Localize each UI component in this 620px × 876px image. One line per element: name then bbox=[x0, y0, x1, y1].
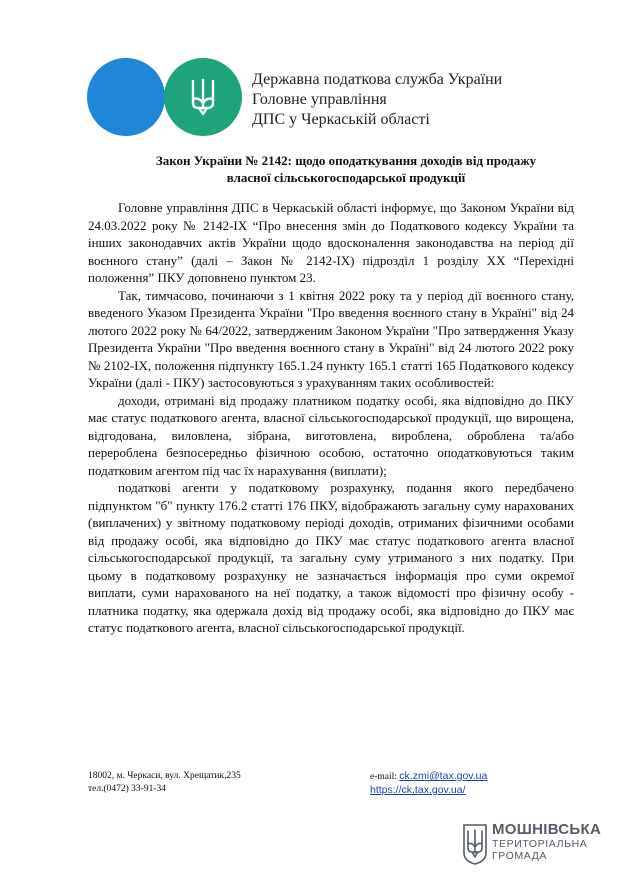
dps-logo-blue-circle bbox=[87, 58, 165, 136]
agency-name bbox=[252, 70, 502, 130]
body-paragraph: доходи, отримані від продажу платником податку особі, яка відповідно до ПКУ має статус податкового агента, власної сільськогосподарської продукції, що вирощена, відгодована, виловлена, зібрана, виготовлена, вироблена, оброблена та/або перероблена безпосередньо фізичною особою, остаточно оподатковуються таким податковим агентом під час їх нарахування (виплати); bbox=[88, 392, 574, 478]
hromada-subtitle: ТЕРИТОРІАЛЬНА bbox=[492, 838, 588, 850]
hromada-branding bbox=[492, 822, 601, 862]
hromada-subtitle: ГРОМАДА bbox=[492, 850, 548, 862]
agency-line: Головне управління bbox=[252, 91, 387, 108]
footer-phone: тел.(0472) 33-91-34 bbox=[88, 784, 167, 794]
body-paragraph: Головне управління ДПС в Черкаській області інформує, що Законом України від 24.03.2022 року № 2142-IX “Про внесення змін до Податкового кодексу України та інших законодавчих актів України щодо вдосконалення законодавства на період дії воєнного стану” (далі – Закон № 2142-IX) підрозділ 1 розділу XX “Перехідні положення” ПКУ доповнено пунктом 23. bbox=[88, 200, 574, 285]
document-body bbox=[88, 199, 574, 637]
dps-logo-green-circle bbox=[164, 58, 242, 136]
document-title bbox=[96, 152, 596, 186]
hromada-name: МОШНІВСЬКА bbox=[492, 821, 602, 838]
footer-website-row bbox=[370, 784, 487, 798]
email-link[interactable]: ck.zmi@tax.gov.ua bbox=[399, 770, 488, 782]
body-paragraph: Так, тимчасово, починаючи з 1 квітня 2022 року та у період дії воєнного стану, введеного Указом Президента України "Про введення воєнного стану в Україні" від 24 лютого 2022 року № 64/2022, затвердженим Законом України "Про затвердження Указу Президента України "Про введення воєнного стану в Україні" від 24 лютого 2022 року № 2102-IX, положення підпункту 165.1.24 пункту 165.1 статті 165 Податкового кодексу України (далі - ПКУ) застосовуються з урахуванням таких особливостей: bbox=[88, 287, 574, 390]
email-label: e-mail: bbox=[370, 772, 400, 782]
footer-address: 18002, м. Черкаси, вул. Хрещатик,235 bbox=[88, 771, 241, 781]
footer-online bbox=[370, 770, 487, 798]
footer-contacts bbox=[88, 770, 241, 796]
agency-line: ДПС у Черкаській області bbox=[252, 111, 430, 128]
tryzub-icon bbox=[189, 77, 217, 117]
title-line: Закон України № 2142: щодо оподаткування доходів від продажу bbox=[155, 153, 537, 168]
website-link[interactable]: https://ck.tax.gov.ua/ bbox=[370, 784, 466, 796]
footer-email-row bbox=[370, 770, 487, 784]
tryzub-icon bbox=[462, 823, 488, 865]
title-line: власної сільськогосподарської продукції bbox=[226, 170, 466, 185]
agency-line: Державна податкова служба України bbox=[252, 71, 503, 88]
body-paragraph: податкові агенти у податковому розрахунку, подання якого передбачено підпунктом "б" пункту 176.2 статті 176 ПКУ, відображають загальну суму нарахованих (виплачених) у звітному податковому періоді доходів, отриманих фізичними особами від продажу особі, яка відповідно до ПКУ має статус податкового агента власної сільськогосподарської продукції, та загальну суму утриманого з них податку. При цьому в податковому розрахунку не зазначається інформація про суми окремої виплати, суми нарахованого на неї податку, а також відомості про фізичну особу - платника податку, яка одержала дохід від продажу особі, яка відповідно до ПКУ має статус податкового агента, власної сільськогосподарської продукції. bbox=[88, 480, 574, 635]
